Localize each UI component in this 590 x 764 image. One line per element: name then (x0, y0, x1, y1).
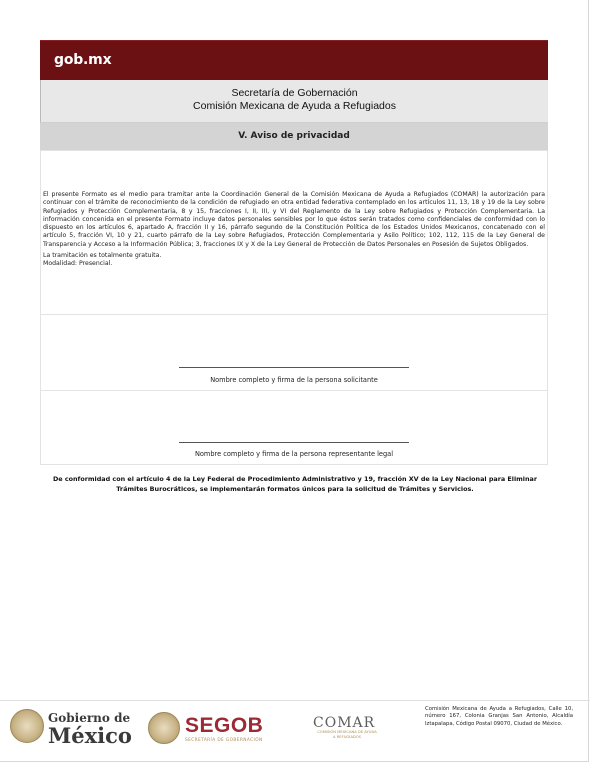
gobmx-logo[interactable]: gob.mx (54, 52, 112, 68)
segob-logo: SEGOB (185, 714, 264, 737)
divider (41, 314, 547, 315)
privacy-paragraph: El presente Formato es el medio para tramitar ante la Coordinación General de la Comisión Mexicana de Ayuda a Refugiados (COMAR) la autorización para continuar con el trámite de reconocimiento de la condición de refugiado en otra entidad federativa contemplado en los artículos 11, 13, 18 y 19 de la Ley sobre Refugiados y Protección Complementaria, 8 y 15, fracciones I, II, III, y VI del Reglamento de la Ley sobre Refugiados y Protección Complementaria. La información concenida en el presente Formato incluye datos personales sensibles por lo que éstos serán tratados como confidenciales de conformidad con lo dispuesto en los artículos 6, apartado A, fracción II y 16, párrafo segundo de la Constitución Política de los Estados Unidos Mexicanos, concatenado con el artículo 5, fracción VI, 10 y 21, cuarto párrafo de la Ley sobre Refugiados, Protección Complementaria y Asilo Político; 102, 112, 115 de la Ley General de Transparencia y Acceso a la Información Pública; 3, fracciones IX y X de la Ley General de Protección de Datos Personales en Posesión de Sujetos Obligados. (43, 191, 545, 248)
applicant-signature-label: Nombre completo y firma de la persona solicitante (210, 376, 378, 384)
header-line-comision: Comisión Mexicana de Ayuda a Refugiados (193, 100, 396, 112)
segob-seal-icon (148, 712, 180, 744)
comar-subtitle: COMISIÓN MEXICANA DE AYUDA A REFUGIADOS (317, 730, 377, 739)
form-content (40, 150, 548, 465)
cost-text: La tramitación es totalmente gratuita. (43, 252, 162, 260)
gob-logo-line2: México (48, 723, 132, 748)
section-title: V. Aviso de privacidad (40, 123, 548, 150)
mexico-seal-icon (10, 709, 44, 743)
representative-signature-label: Nombre completo y firma de la persona representante legal (194, 450, 394, 458)
segob-subtitle: SECRETARÍA DE GOBERNACIÓN (185, 738, 263, 743)
comar-logo: COMAR (313, 715, 376, 731)
gobierno-de-mexico-logo (48, 712, 132, 746)
footer-address: Comisión Mexicana de Ayuda a Refugiados, Calle 10, número 167, Colonia Granjas San Antonio, Alcaldía Iztapalapa, Código Postal 09070, Ciudad de México. (425, 706, 573, 727)
top-banner (40, 40, 548, 81)
legal-note: De conformidad con el artículo 4 de la Ley Federal de Procedimiento Administrativo y 19, fracción XV de la Ley Nacional para Eliminar Trámites Burocráticos, se implementarán formatos únicos para la solicitud de Trámites y Servicios. (52, 475, 538, 493)
divider (41, 390, 547, 391)
gob-logo-line1: Gobierno de (48, 711, 131, 725)
header-block (40, 80, 548, 123)
mode-text: Modalidad: Presencial. (43, 260, 113, 268)
applicant-signature-line[interactable] (179, 367, 409, 368)
privacy-notice (43, 191, 545, 269)
header-line-secretaria: Secretaría de Gobernación (231, 87, 358, 99)
representative-signature-line[interactable] (179, 442, 409, 443)
